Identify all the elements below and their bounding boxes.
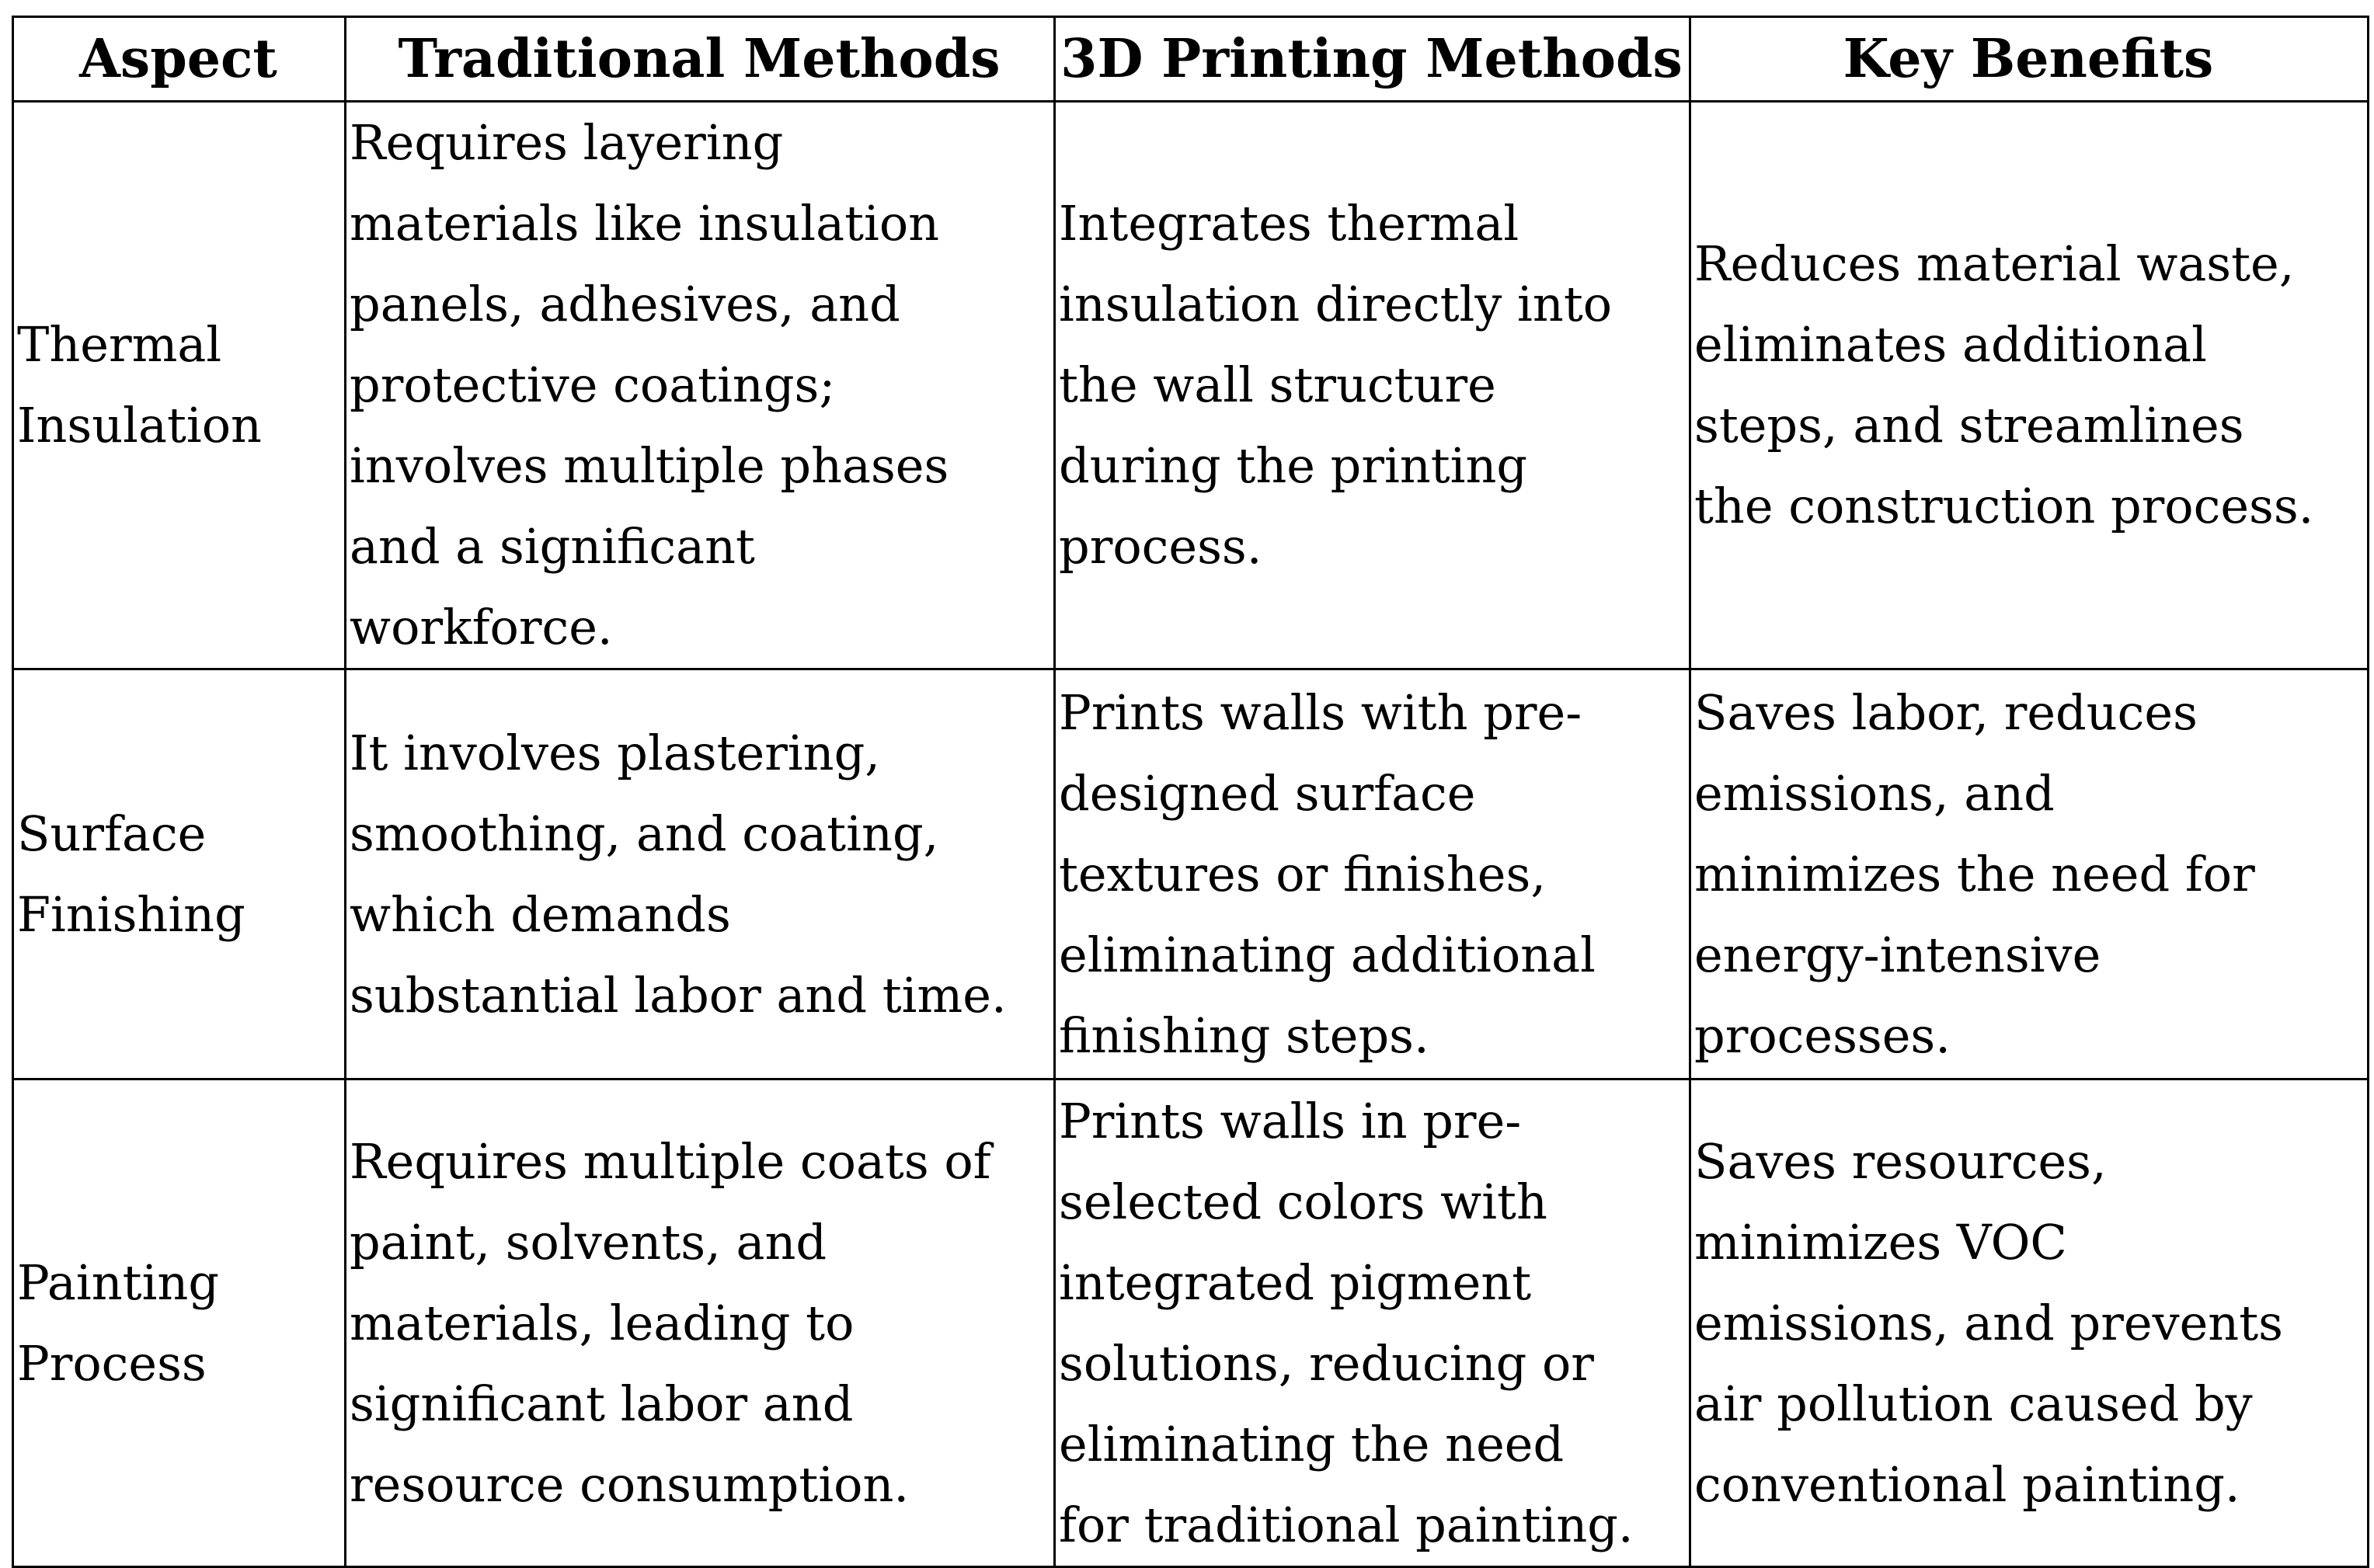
cell-line: materials, leading to [350,1294,855,1351]
table-row [13,1080,2369,1567]
cell-line: Painting [17,1253,220,1311]
header-key-benefits: Key Benefits [1690,17,2369,102]
cell-line: designed surface [1059,764,1476,822]
cell-line: for traditional painting. [1059,1496,1634,1553]
cell-line: textures or finishes, [1059,845,1547,902]
cell-line: insulation directly into [1059,276,1613,332]
table-row [13,102,2369,669]
cell-traditional [346,1080,1055,1567]
cell-line: Surface [17,805,207,862]
cell-line: Saves resources, [1694,1132,2107,1190]
cell-line: integrated pigment [1059,1253,1532,1311]
cell-line: eliminates additional [1694,316,2207,373]
cell-key-benefits [1690,102,2369,669]
cell-line: panels, adhesives, and [350,276,900,332]
cell-line: Integrates thermal [1059,195,1519,252]
cell-line: resource consumption. [350,1455,910,1513]
cell-line: significant labor and [350,1375,854,1432]
cell-line: Finishing [17,885,245,943]
comparison-table [12,16,2369,1568]
cell-line: process. [1059,518,1262,575]
cell-line: air pollution caused by [1694,1375,2253,1432]
cell-key-benefits [1690,1080,2369,1567]
header-3d-printing-methods: 3D Printing Methods [1055,17,1690,102]
cell-line: paint, solvents, and [350,1213,827,1271]
cell-line: minimizes VOC [1694,1213,2067,1271]
cell-line: and a significant [350,518,755,575]
cell-line: Process [17,1334,207,1392]
cell-3d-printing [1055,669,1690,1080]
cell-line: emissions, and [1694,764,2055,822]
cell-line: Insulation [17,397,262,454]
cell-line: substantial labor and time. [350,966,1007,1024]
cell-line: selected colors with [1059,1173,1547,1230]
cell-line: energy-intensive [1694,926,2101,983]
cell-line: processes. [1694,1007,1951,1064]
cell-line: the construction process. [1694,478,2314,534]
cell-line: involves multiple phases [350,437,949,494]
cell-line: Requires multiple coats of [350,1132,991,1190]
cell-line: eliminating additional [1059,926,1596,983]
table-row [13,669,2369,1080]
cell-3d-printing [1055,1080,1690,1567]
cell-line: Reduces material waste, [1694,235,2295,292]
cell-line: Requires layering [350,114,784,171]
cell-line: Thermal [17,316,222,373]
cell-line: smoothing, and coating, [350,805,939,862]
header-traditional-methods: Traditional Methods [346,17,1055,102]
cell-line: emissions, and prevents [1694,1294,2283,1351]
cell-line: which demands [350,885,731,943]
cell-line: workforce. [350,599,613,655]
cell-traditional [346,102,1055,669]
cell-aspect [13,669,346,1080]
cell-line: finishing steps. [1059,1007,1429,1064]
header-row [13,17,2369,102]
cell-line: during the printing [1059,437,1528,494]
cell-3d-printing [1055,102,1690,669]
cell-key-benefits [1690,669,2369,1080]
cell-line: materials like insulation [350,195,940,252]
cell-line: minimizes the need for [1694,845,2255,902]
header-aspect: Aspect [13,17,346,102]
cell-line: solutions, reducing or [1059,1334,1594,1392]
cell-aspect [13,102,346,669]
cell-aspect [13,1080,346,1567]
cell-line: Saves labor, reduces [1694,683,2198,741]
cell-line: Prints walls with pre- [1059,683,1582,741]
cell-line: It involves plastering, [350,724,880,781]
cell-traditional [346,669,1055,1080]
cell-line: conventional painting. [1694,1455,2240,1513]
cell-line: Prints walls in pre- [1059,1092,1522,1149]
cell-line: steps, and streamlines [1694,397,2244,454]
cell-line: protective coatings; [350,356,836,413]
cell-line: the wall structure [1059,356,1496,413]
cell-line: eliminating the need [1059,1415,1565,1472]
